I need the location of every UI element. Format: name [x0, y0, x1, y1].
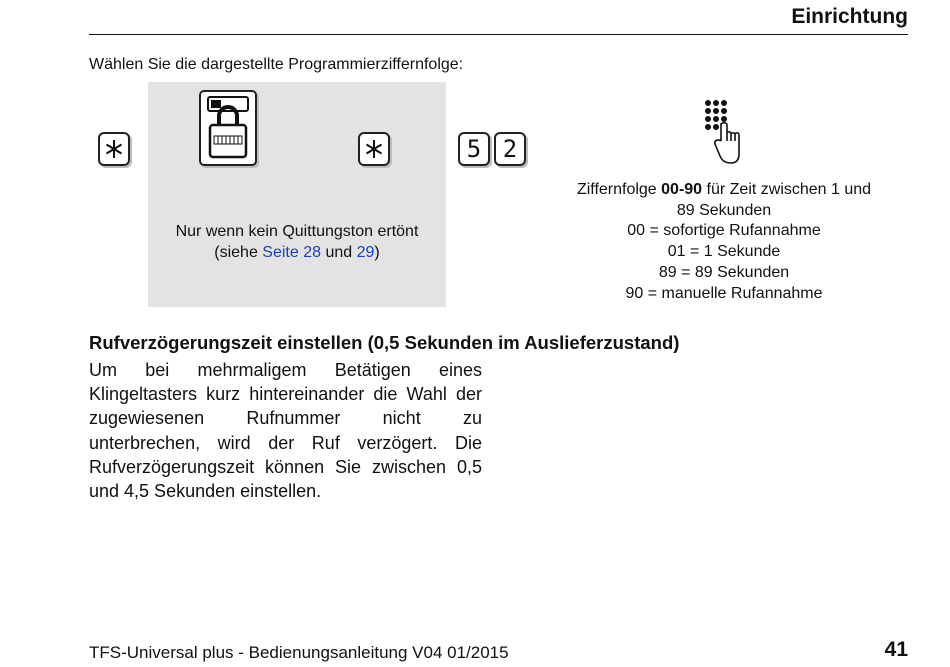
- star-key-1-glyph: [104, 139, 124, 159]
- section-heading: Rufverzögerungszeit einstellen (0,5 Sekunden im Auslieferzustand): [89, 332, 680, 353]
- header-divider: [89, 34, 908, 35]
- keypad-hand-icon: [700, 97, 740, 172]
- panel-note-line-2: [148, 242, 446, 263]
- star-key-1: [98, 132, 130, 166]
- panel-note: [148, 221, 446, 263]
- digit-key-5: 5: [458, 132, 490, 166]
- page-28-link[interactable]: Seite 28: [262, 244, 322, 261]
- digit-info-line-3: 00 = sofortige Rufannahme: [627, 222, 821, 240]
- digit-info-line-6: 90 = manuelle Rufannahme: [625, 284, 823, 302]
- star-key-2: [358, 132, 390, 166]
- digit-info-line-5: 89 = 89 Sekunden: [658, 263, 790, 281]
- digit-info-line-2: 89 Sekunden: [676, 201, 772, 219]
- padlock-icon: [199, 90, 257, 166]
- section-body: Um bei mehrmaligem Betätigen eines Klingeltasters kurz hintereinander die Wahl der zugewiesenen Rufnummer nicht zu unterbrechen, wird der Ruf verzögert. Die Rufverzögerungszeit können Sie zwischen 0,5 und 4,5 Sekunden einstellen.: [89, 360, 482, 502]
- digit-info-suffix: für Zeit zwischen 1 und: [702, 181, 872, 198]
- digit-info-line-1: [548, 180, 900, 201]
- page-29-link[interactable]: 29: [356, 244, 375, 261]
- digit-key-2: 2: [494, 132, 526, 166]
- digit-range: 00-90: [661, 181, 703, 198]
- panel-note-suffix: ): [374, 244, 380, 261]
- digit-info-prefix: Ziffernfolge: [576, 181, 662, 198]
- instruction-text: Wählen Sie die dargestellte Programmierziffernfolge:: [89, 56, 464, 73]
- panel-note-prefix: (siehe: [214, 244, 263, 261]
- star-key-2-glyph: [364, 139, 384, 159]
- panel-note-mid: und: [321, 244, 357, 261]
- page-header-title: Einrichtung: [791, 5, 908, 28]
- page-number: 41: [884, 638, 908, 661]
- digit-sequence-info: [548, 180, 900, 304]
- panel-note-line-1: Nur wenn kein Quittungston ertönt: [175, 223, 419, 240]
- footer-document-title: TFS-Universal plus - Bedienungsanleitung V04 01/2015: [89, 643, 509, 662]
- conditional-step-panel: [148, 82, 446, 307]
- digit-info-line-4: 01 = 1 Sekunde: [667, 243, 781, 261]
